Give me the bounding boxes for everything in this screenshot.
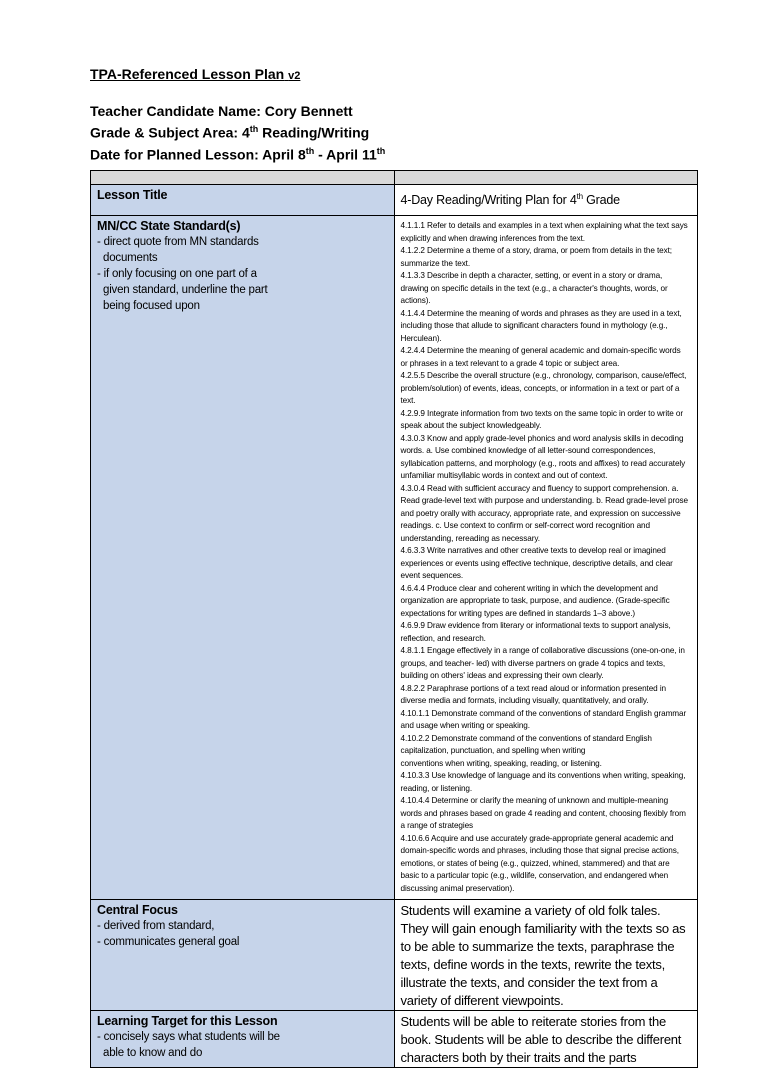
standard-item: 4.1.1.1 Refer to details and examples in a text when explaining what the text says explicitly and when drawing inferences from the text.	[400, 221, 688, 243]
table-row	[91, 1011, 698, 1068]
standard-item: 4.10.2.2 Demonstrate command of the conventions of standard English capitalization, punctuation, and spelling when writing	[400, 733, 652, 755]
learning-target-value-cell	[394, 1011, 698, 1068]
table-row	[91, 185, 698, 216]
date-mid: - April 11	[314, 146, 377, 163]
grade-sup: th	[249, 124, 259, 134]
standard-item: 4.8.1.1 Engage effectively in a range of collaborative discussions (one-on-one, in groups, and teacher- led) with diverse partners on grade 4 topics and texts, building on others' ideas and expressing their own clearly.	[400, 646, 685, 680]
table-header-spacer	[91, 171, 698, 185]
grade-prefix: Grade & Subject Area: 4	[90, 124, 250, 141]
learning-target-note-a: - concisely says what students will be	[97, 1031, 280, 1043]
table-row	[91, 900, 698, 1011]
standard-item: 4.10.6.6 Acquire and use accurately grade-appropriate general academic and domain-specific words and phrases, including those that signal precise actions, emotions, or states of being (e.g., quizzed, whined, stammered) and that are basic to a particular topic (e.g., wildlife, conservation, and endangered when discussing animal preservation).	[400, 833, 679, 893]
standard-item: 4.6.9.9 Draw evidence from literary or informational texts to support analysis, reflection, and research.	[400, 621, 671, 643]
spacer-left-cell	[91, 171, 395, 185]
standards-list	[395, 216, 698, 899]
learning-target-label: Learning Target for this Lesson	[97, 1014, 278, 1028]
standard-item: 4.8.2.2 Paraphrase portions of a text read aloud or information presented in diverse media and formats, including visually, quantitatively, and orally.	[400, 683, 666, 705]
central-focus-text: Students will examine a variety of old folk tales. They will gain enough familiarity with the texts so as to be able to summarize the texts, paraphrase the texts, define words in the texts, rewrite the texts, illustrate the texts, and consider the text from a variety of different viewpoints.	[400, 903, 686, 1008]
standards-note-2a: - if only focusing on one part of a	[97, 268, 257, 280]
standards-note-2b: given standard, underline the part	[103, 284, 268, 296]
date-sup-end: th	[376, 145, 386, 156]
date-prefix: Date for Planned Lesson: April 8	[90, 146, 306, 163]
standard-item: 4.10.4.4 Determine or clarify the meaning of unknown and multiple-meaning words and phrases based on grade 4 reading and content, choosing flexibly from a range of strategies	[400, 796, 686, 830]
lesson-plan-table	[90, 170, 698, 1068]
standards-label-cell	[91, 216, 395, 900]
learning-target-note	[91, 1029, 394, 1061]
standard-item: conventions when writing, speaking, reading, or listening.	[400, 758, 602, 768]
date-sup-start: th	[305, 145, 315, 156]
standards-note-2c: being focused upon	[103, 300, 200, 312]
standard-item: 4.1.2.2 Determine a theme of a story, drama, or poem from details in the text; summarize the text.	[400, 246, 672, 268]
standards-note-1b: documents	[103, 252, 158, 264]
central-focus-label: Central Focus	[97, 903, 178, 917]
learning-target-note-b: able to know and do	[103, 1047, 203, 1059]
standard-item: 4.2.9.9 Integrate information from two texts on the same topic in order to write or speak about the subject knowledgeably.	[400, 408, 683, 430]
planned-date-line	[90, 142, 385, 164]
central-focus-note-1: - derived from standard,	[97, 920, 215, 932]
standard-item: 4.10.3.3 Use knowledge of language and its conventions when writing, speaking, reading, or listening.	[400, 771, 686, 793]
central-focus-note-2: - communicates general goal	[97, 936, 240, 948]
standard-item: 4.6.4.4 Produce clear and coherent writing in which the development and organization are appropriate to task, purpose, and audience. (Grade-specific expectations for writing types are defined in standards 1–3 above.)	[400, 583, 670, 618]
learning-target-label-cell	[91, 1011, 395, 1068]
standard-item: 4.10.1.1 Demonstrate command of the conventions of standard English grammar and usage when writing or speaking.	[400, 708, 687, 730]
standard-item: 4.3.0.4 Read with sufficient accuracy and fluency to support comprehension. a. Read grade-level text with purpose and understanding. b. Read grade-level prose and poetry orally with accuracy, appropriate rate, and expression on successive readings. c. Use context to confirm or self-correct word recognition and understanding, rereading as necessary.	[400, 483, 688, 543]
teacher-name-line: Teacher Candidate Name: Cory Bennett	[90, 103, 353, 119]
learning-target-text: Students will be able to reiterate stories from the book. Students will be able to describe the different characters both by their traits and the parts	[400, 1014, 682, 1065]
standards-label: MN/CC State Standard(s)	[97, 219, 241, 233]
grade-suffix: Reading/Writing	[258, 124, 370, 141]
central-focus-label-cell	[91, 900, 395, 1011]
standards-value-cell	[394, 216, 698, 900]
lesson-title-prefix: 4-Day Reading/Writing Plan for 4	[400, 193, 577, 208]
table-row	[91, 216, 698, 900]
standard-item: 4.6.3.3 Write narratives and other creative texts to develop real or imagined experiences or events using effective technique, descriptive details, and clear event sequences.	[400, 546, 673, 580]
standard-item: 4.2.4.4 Determine the meaning of general academic and domain-specific words or phrases in a text relevant to a grade 4 topic or subject area.	[400, 346, 681, 368]
lesson-title-label: Lesson Title	[97, 188, 168, 202]
standard-item: 4.1.3.3 Describe in depth a character, setting, or event in a story or drama, drawing on specific details in the text (e.g., a character's thoughts, words, or actions).	[400, 271, 668, 305]
version-label: v2	[288, 70, 301, 82]
lesson-title-label-cell	[91, 185, 395, 216]
central-focus-value-cell	[394, 900, 698, 1011]
standards-note-2	[91, 266, 394, 314]
grade-subject-line	[90, 120, 385, 142]
lesson-title-suffix: Grade	[582, 193, 620, 208]
standard-item: 4.2.5.5 Describe the overall structure (e.g., chronology, comparison, cause/effect, problem/solution) of events, ideas, concepts, or information in a text or part of a text.	[400, 371, 687, 405]
standard-item: 4.3.0.3 Know and apply grade-level phonics and word analysis skills in decoding words. a. Use combined knowledge of all letter-sound correspondences, syllabication patterns, and morphology (e.g., roots and affixes) to read accurately unfamiliar multisyllabic words in context and out of context.	[400, 433, 686, 480]
standard-item: 4.1.4.4 Determine the meaning of words and phrases as they are used in a text, including those that allude to significant characters found in mythology (e.g., Herculean).	[400, 308, 682, 343]
document-header	[90, 66, 385, 163]
document-title	[90, 66, 385, 84]
standards-note-1	[91, 234, 394, 266]
lesson-title-sup: th	[576, 192, 583, 201]
lesson-title-value	[395, 185, 698, 212]
spacer-right-cell	[394, 171, 698, 185]
standards-note-1a: - direct quote from MN standards	[97, 236, 259, 248]
title-text: TPA-Referenced Lesson Plan	[90, 66, 285, 82]
lesson-title-value-cell	[394, 185, 698, 216]
